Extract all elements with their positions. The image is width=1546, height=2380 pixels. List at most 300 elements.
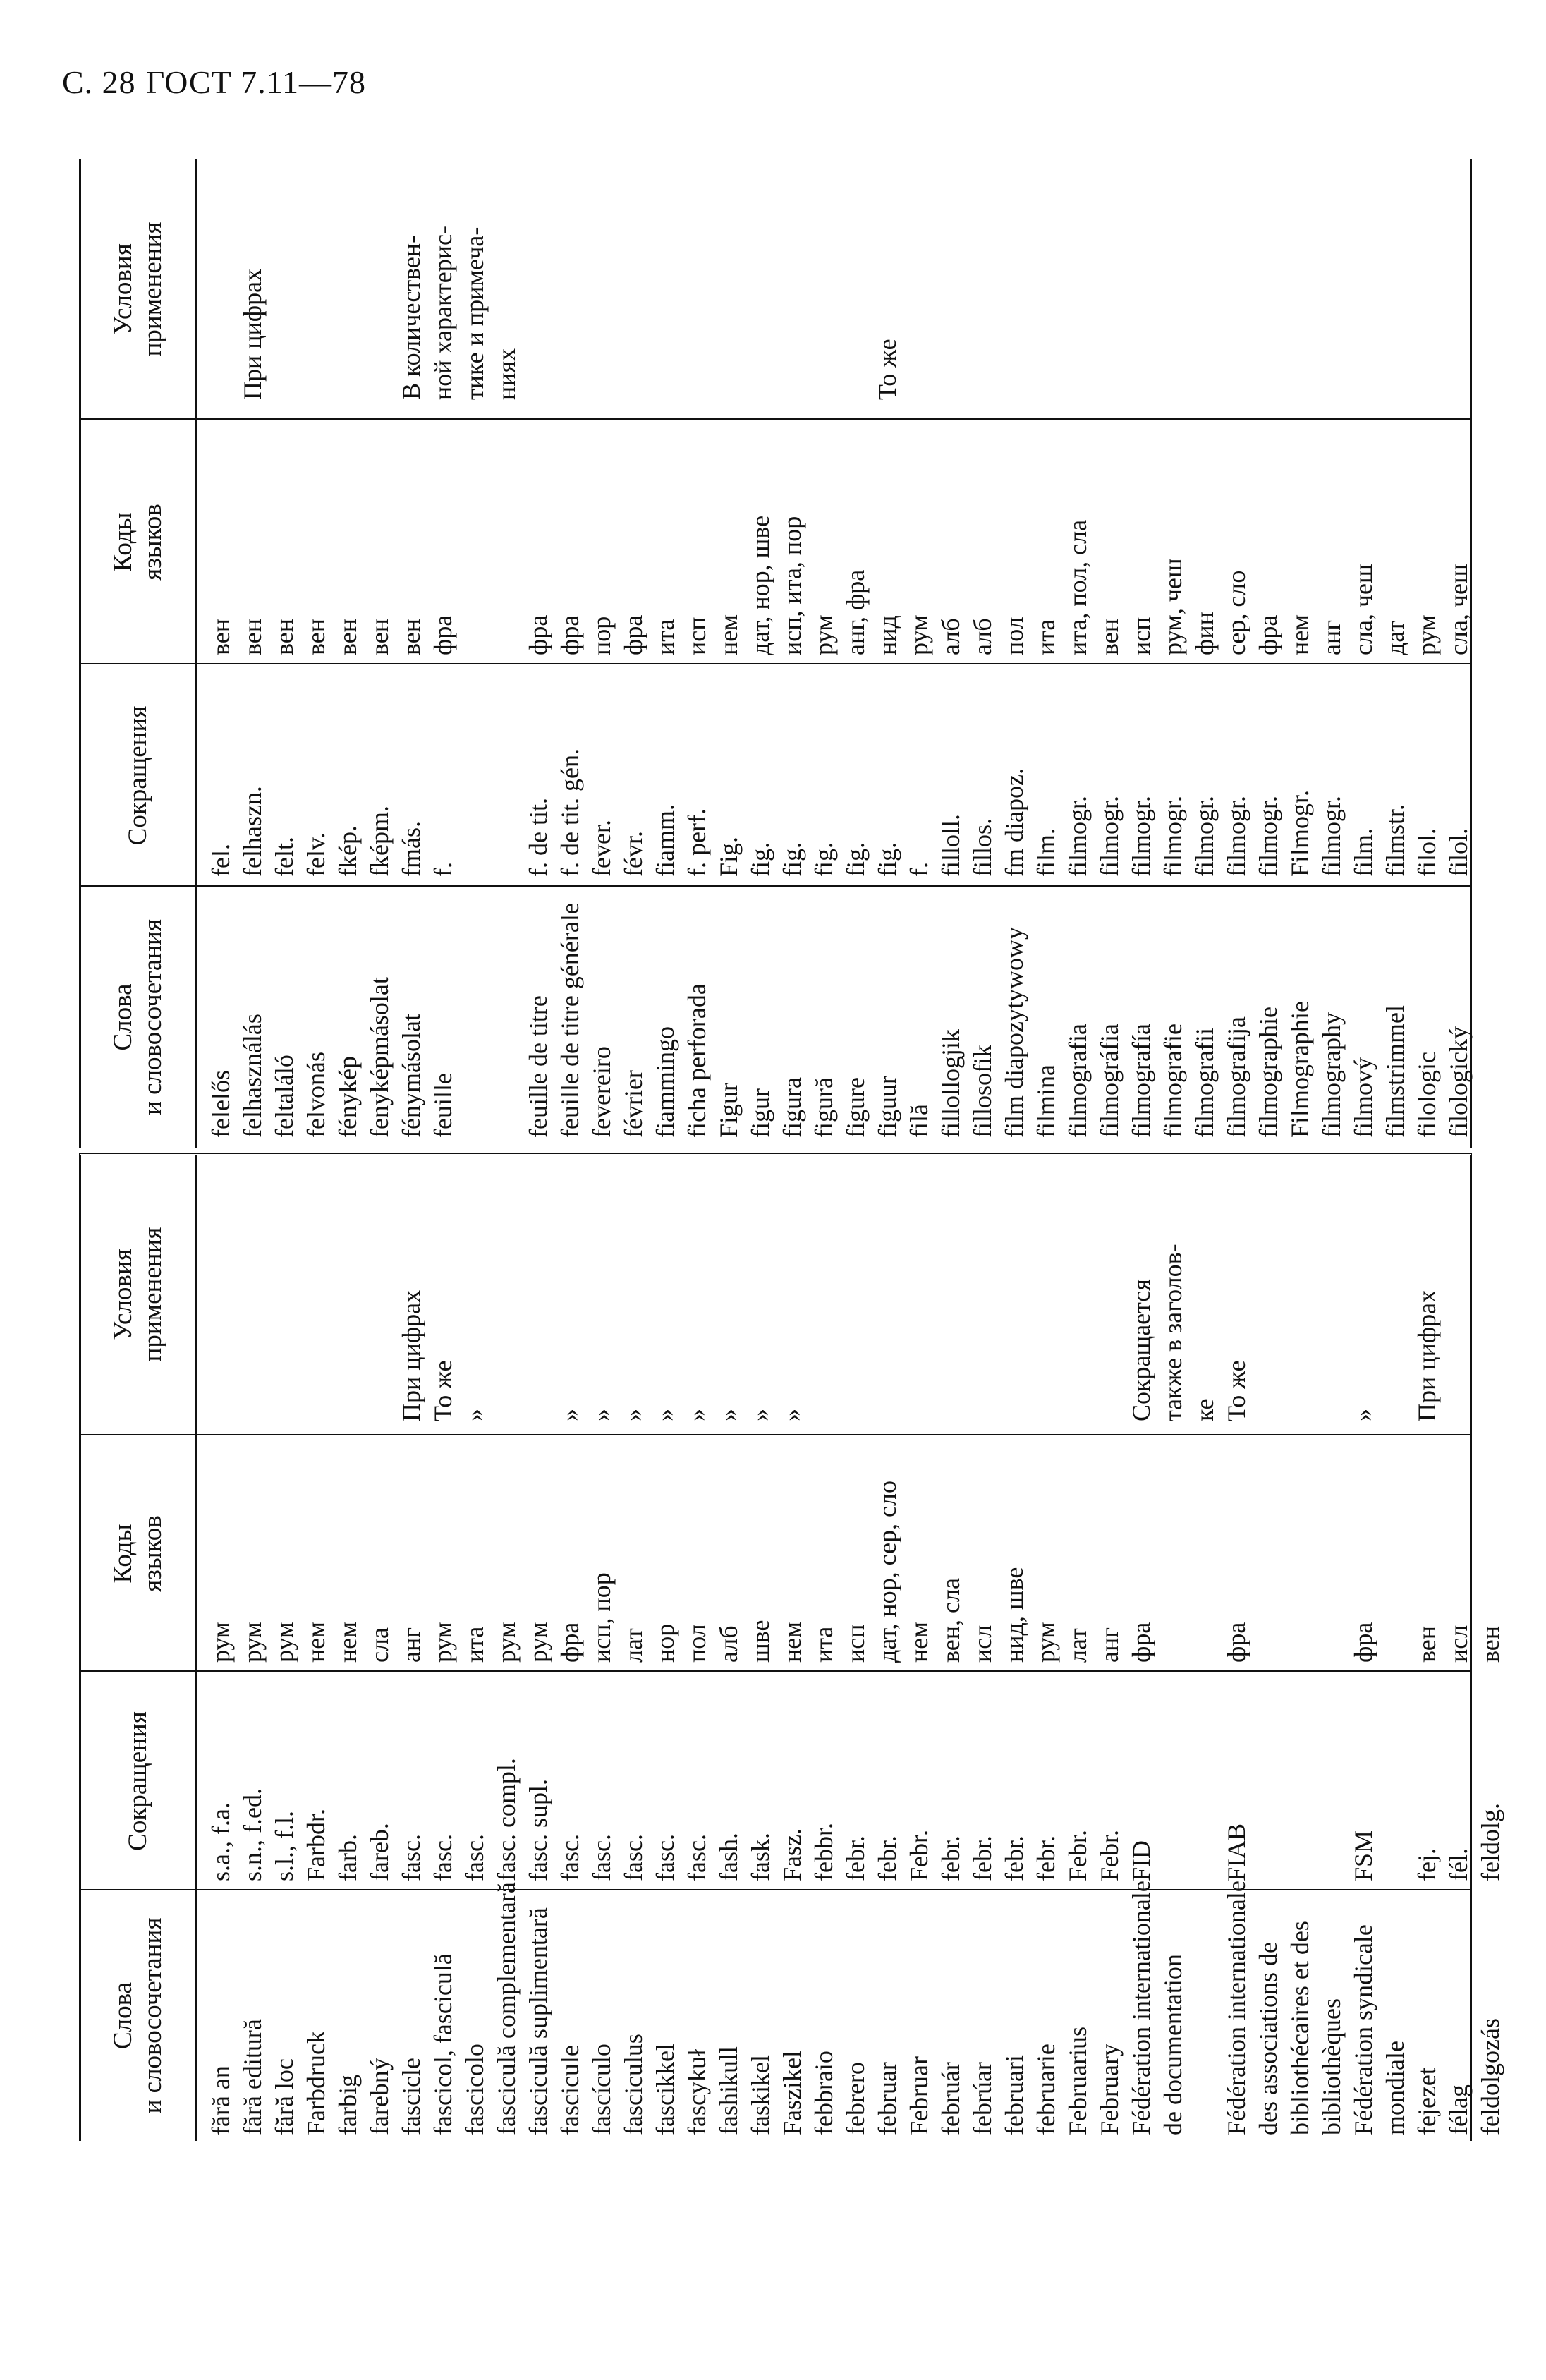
abbreviation-cell: fasc. [397,1834,425,1881]
table-row [586,159,618,1148]
word-cell: filmový [1349,1057,1377,1138]
abbreviation-cell: febr. [841,1835,870,1881]
language-code-cell: исп [841,1624,870,1663]
word-cell: film diapozytywowy [1000,927,1028,1138]
table-row [1475,1155,1507,2141]
language-code-cell: лат [619,1628,647,1663]
language-code-cell: вен [397,618,425,655]
word-cell: fevereiro [588,1046,616,1138]
table-row [300,159,332,1148]
language-code-cell: сла, чеш [1444,564,1473,655]
word-cell: Fédération syndicale [1349,1924,1377,2135]
abbreviation-cell: febr. [968,1835,997,1881]
word-cell: Februar [905,2056,933,2135]
word-cell: farbig [334,2075,362,2135]
table-row [777,159,808,1148]
word-cell: fără editură [238,2019,267,2135]
language-code-cell: вен [1095,618,1124,655]
condition-note: В количествен- ной характерис- тике и примеча- ниях [397,226,521,400]
language-code-cell: исл [968,1625,997,1663]
header-words: Слова и словосочетания [109,1917,167,2114]
abbreviation-cell: filmogr. [1127,796,1155,877]
abbreviation-cell: farb. [334,1834,362,1881]
abbreviation-cell: f. de tit. [524,798,552,877]
table-row [999,1155,1030,2141]
language-code-cell: анг [1095,1627,1124,1663]
language-code-cell: лат [1064,1628,1092,1663]
language-code-cell: пол [683,1624,711,1663]
abbreviation-cell: fél. [1444,1848,1473,1881]
word-cell: fasciculă complementară [492,1882,521,2135]
table-row [586,1155,618,2141]
table-row [808,1155,840,2141]
abbreviation-cell: fig. [778,842,806,877]
language-code-cell: нем [302,1621,330,1663]
abbreviation-cell: fever. [588,820,616,877]
word-cell: fascykuł [683,2049,711,2135]
word-cell: filologický [1444,1026,1473,1138]
word-cell: filmographie [1254,1007,1282,1138]
abbreviation-cell: f. [429,862,457,877]
table-row [523,1155,554,2141]
abbreviation-cell: filol. [1444,828,1473,877]
table-row [332,1155,364,2141]
word-cell: filmográfia [1095,1024,1124,1138]
table-row [935,159,967,1148]
abbreviation-cell: fasc. [651,1834,679,1881]
abbreviation-cell: fig. [841,842,870,877]
language-code-cell: рум [207,1622,235,1663]
language-code-cell: алб [937,618,965,655]
table-row [396,1155,427,2141]
abbreviation-cell: filmogr. [1317,796,1346,877]
left-table-rows [205,1155,1507,2141]
language-code-cell: алб [714,1625,743,1663]
header-abbr: Сокращения [123,1711,152,1851]
abbreviation-cell: Febr. [1064,1829,1092,1881]
condition-cell: » [683,1409,711,1421]
abbreviation-cell: fig. [746,842,774,877]
word-cell: fenyképmásolat [365,977,394,1138]
language-code-cell: анг, фра [841,569,870,655]
word-cell: fasciculus [619,2034,647,2135]
table-row [1157,1155,1189,2141]
language-code-cell: дат [1381,620,1409,655]
abbreviation-cell: fmás. [397,821,425,877]
table-row [618,159,650,1148]
language-code-cell: фра [1254,614,1282,655]
table-row [1062,159,1094,1148]
abbreviation-cell: filmogr. [1191,796,1219,877]
word-cell: fashikull [714,2046,743,2135]
language-code-cell: рум, чеш [1159,558,1187,655]
language-code-cell: сла [365,1627,394,1663]
word-cell: fénykép [334,1056,362,1138]
abbreviation-cell: filmogr. [1064,796,1092,877]
table-row [1094,159,1126,1148]
language-code-cell: шве [746,1620,774,1663]
language-code-cell: нид, шве [1000,1567,1028,1663]
word-cell: fillosofik [968,1045,997,1138]
table-row [745,159,777,1148]
abbreviation-cell: s.a., f.a. [207,1802,235,1881]
abbreviation-cell: févr. [619,831,647,877]
abbreviation-cell: filmogr. [1254,796,1282,877]
condition-cell: » [1349,1409,1377,1421]
word-cell: bibliothécaires et des [1286,1921,1314,2135]
left-table-header [81,1155,197,2141]
language-code-cell: анг [397,1627,425,1663]
abbreviation-cell: fig. [873,842,901,877]
word-cell: Farbdruck [302,2031,330,2135]
abbreviation-cell: FID [1127,1840,1155,1881]
language-code-cell: дат, нор, шве [746,515,774,655]
language-code-cell: нем [905,1621,933,1663]
word-cell: februarie [1032,2044,1060,2135]
table-row [1157,159,1189,1148]
table-row [1030,1155,1062,2141]
language-code-cell: рум [270,1622,298,1663]
word-cell: Fédération internationale [1127,1881,1155,2135]
table-row [364,1155,396,2141]
abbreviation-cell: filmogr. [1222,796,1250,877]
word-cell: filă [905,1104,933,1138]
abbreviation-cell: febbr. [810,1823,838,1881]
condition-cell: ке [1191,1398,1219,1421]
language-code-cell: ита [461,1626,489,1663]
table-row [1126,159,1157,1148]
table-row [903,1155,935,2141]
word-cell: February [1095,2044,1124,2135]
word-cell: filmografija [1222,1016,1250,1138]
abbreviation-cell: Fasz. [778,1828,806,1881]
table-row [967,1155,999,2141]
word-cell: filmografía [1127,1024,1155,1138]
language-code-cell: сла, чеш [1349,564,1377,655]
table-row [713,159,745,1148]
word-cell: felelős [207,1070,235,1138]
table-row [554,1155,586,2141]
word-cell: filologic [1413,1052,1441,1138]
header-cond: Условия применения [109,1227,167,1362]
word-cell: figure [841,1077,870,1138]
word-cell: febrero [841,2062,870,2135]
abbreviation-cell: febr. [937,1835,965,1881]
abbreviation-cell: s.n., f.ed. [238,1788,267,1881]
language-code-cell: ита [810,1626,838,1663]
abbreviation-cell: fasc. supl. [524,1779,552,1881]
abbreviation-cell: fasc. [683,1834,711,1881]
abbreviation-cell: fel. [207,844,235,877]
language-code-cell: рум [429,1622,457,1663]
abbreviation-cell: febr. [1032,1835,1060,1881]
language-code-cell: рум [1413,614,1441,655]
abbreviation-cell: filol. [1413,828,1441,877]
abbreviation-cell: filloll. [937,814,965,877]
abbreviation-cell: fask. [746,1833,774,1881]
table-row [935,1155,967,2141]
word-cell: Fédération internationale [1222,1881,1250,2135]
table-row [269,159,300,1148]
word-cell: február [937,2062,965,2135]
abbreviation-cell: filmogr. [1159,796,1187,877]
word-cell: fénymásolat [397,1014,425,1138]
word-cell: filmografii [1191,1028,1219,1138]
word-cell: des associations de [1254,1942,1282,2135]
word-cell: feuille de titre [524,995,552,1138]
language-code-cell: ита [1032,619,1060,655]
header-abbr: Сокращения [123,705,152,846]
language-code-cell: нем [714,614,743,655]
condition-cell: » [651,1409,679,1421]
language-code-cell: исп, пор [588,1572,616,1663]
table-row [872,159,903,1148]
abbreviation-cell: f. [905,862,933,877]
word-cell: febbraio [810,2051,838,2135]
abbreviation-cell: filmogr. [1095,796,1124,877]
abbreviation-cell: fasc. [556,1834,584,1881]
word-cell: ficha perforada [683,983,711,1138]
standard-number: ГОСТ 7.11—78 [145,64,366,100]
table-row [1316,159,1348,1148]
table-row [1411,1155,1443,2141]
abbreviation-cell: febr. [873,1835,901,1881]
word-cell: faskikel [746,2055,774,2135]
table-row [745,1155,777,2141]
table-row [1443,159,1475,1148]
language-code-cell: вен [1413,1625,1441,1663]
abbreviation-cell: filmstr. [1381,803,1409,877]
word-cell: fascicolo [461,2044,489,2135]
table-row [1126,1155,1157,2141]
table-row [777,1155,808,2141]
word-cell: felhasználás [238,1014,267,1138]
table-row [1348,159,1380,1148]
table-row [269,1155,300,2141]
condition-cell: То же [1222,1360,1250,1421]
header-words: Слова и словосочетания [109,919,167,1115]
language-code-cell: фра [556,614,584,655]
language-code-cell: вен [270,618,298,655]
table-row [1253,159,1284,1148]
language-code-cell: фра [1222,1622,1250,1663]
rotated-table-block [79,159,1504,2141]
table-row [840,159,872,1148]
table-row [650,1155,681,2141]
abbreviation-cell: Fig. [714,836,743,877]
language-code-cell: алб [968,618,997,655]
language-code-cell: фин [1191,612,1219,655]
language-code-cell: вен [365,618,394,655]
table-row [967,159,999,1148]
abbreviation-cell: fasc. compl. [492,1758,521,1881]
language-code-cell: исп, ита, пор [778,516,806,655]
word-cell: filmina [1032,1064,1060,1138]
language-code-cell: вен [302,618,330,655]
word-cell: fascicol, fasciculă [429,1953,457,2135]
word-cell: figur [746,1088,774,1138]
word-cell: fiammingo [651,1026,679,1138]
abbreviation-cell: fasc. [429,1834,457,1881]
word-cell: fără an [207,2065,235,2135]
abbreviation-cell: Febr. [905,1829,933,1881]
language-code-cell: нид [873,615,901,655]
language-code-cell: исп [683,617,711,655]
condition-cell: Сокращается [1127,1279,1155,1421]
abbreviation-cell: fasc. [461,1834,489,1881]
word-cell: filmografia [1064,1024,1092,1138]
table-row [1411,159,1443,1148]
word-cell: bibliothèques [1317,1998,1346,2135]
language-code-cell: нем [778,1621,806,1663]
table-row [999,159,1030,1148]
page-header [62,63,366,101]
language-code-cell: рум [238,1622,267,1663]
word-cell: Faszikel [778,2051,806,2135]
table-row [650,159,681,1148]
word-cell: februari [1000,2055,1028,2135]
word-cell: figură [810,1077,838,1138]
word-cell: feuille de titre générale [556,903,584,1138]
language-code-cell: вен [1476,1625,1504,1663]
language-code-cell: вен [207,618,235,655]
abbreviation-cell: f. de tit. gén. [556,748,584,877]
table-row [237,1155,269,2141]
table-row [1316,1155,1348,2141]
language-code-cell: нем [334,1621,362,1663]
word-cell: Februarius [1064,2027,1092,2135]
language-code-cell: пор [588,616,616,655]
language-code-cell: фра [1349,1622,1377,1663]
abbreviation-cell: f. perf. [683,808,711,877]
language-code-cell: вен [238,618,267,655]
header-codes: Коды языков [109,504,167,581]
table-row [1189,1155,1221,2141]
table-row [205,159,237,1148]
condition-note: При цифрах [238,268,267,400]
table-row [300,1155,332,2141]
language-code-cell: рум [492,1622,521,1663]
left-table [79,1153,1504,2141]
table-row [1284,1155,1316,2141]
abbreviation-cell: feldolg. [1476,1803,1504,1881]
table-row [459,1155,491,2141]
abbreviation-cell: fillos. [968,818,997,877]
word-cell: fără loc [270,2058,298,2135]
table-row [808,159,840,1148]
word-cell: fascicule [556,2045,584,2135]
word-cell: figura [778,1077,806,1138]
table-row [681,159,713,1148]
abbreviation-cell: fash. [714,1833,743,1881]
condition-cell: » [556,1409,584,1421]
language-code-cell: исп [1127,617,1155,655]
table-row [491,1155,523,2141]
abbreviation-cell: fasc. [619,1834,647,1881]
abbreviation-cell: Filmogr. [1286,789,1314,877]
table-row [1094,1155,1126,2141]
table-row [364,159,396,1148]
abbreviation-cell: Farbdr. [302,1809,330,1881]
table-row [1443,1155,1475,2141]
table-row [1348,1155,1380,2141]
language-code-cell: ита, пол, сла [1064,519,1092,655]
table-row [681,1155,713,2141]
abbreviation-cell: felt. [270,837,298,877]
word-cell: fascicle [397,2058,425,2135]
language-code-cell: нем [1286,614,1314,655]
word-cell: figuur [873,1076,901,1138]
abbreviation-cell: film. [1032,828,1060,877]
word-cell: filmstrimmel [1381,1005,1409,1138]
language-code-cell: ита [651,619,679,655]
language-code-cell: фра [1127,1622,1155,1663]
abbreviation-cell: fareb. [365,1823,394,1881]
language-code-cell: дат, нор, сер, сло [873,1481,901,1663]
condition-cell: То же [429,1360,457,1421]
word-cell: fillollogjik [937,1028,965,1138]
word-cell: fasciculă suplimentară [524,1907,552,2135]
language-code-cell: анг [1317,619,1346,655]
abbreviation-cell: Febr. [1095,1829,1124,1881]
language-code-cell: сер, сло [1222,570,1250,655]
abbreviation-cell: fiamm. [651,804,679,877]
word-cell: feuille [429,1073,457,1138]
word-cell: fascículo [588,2044,616,2135]
word-cell: februar [873,2062,901,2135]
abbreviation-cell: felhaszn. [238,786,267,877]
table-row [1030,159,1062,1148]
language-code-cell: рум [810,614,838,655]
abbreviation-cell: febr. [1000,1835,1028,1881]
table-row [1221,1155,1253,2141]
word-cell: filmografie [1159,1024,1187,1138]
language-code-cell: рум [905,614,933,655]
table-row [1284,159,1316,1148]
condition-cell: » [619,1409,647,1421]
language-code-cell: вен, сла [937,1578,965,1663]
word-cell: mondiale [1381,2041,1409,2135]
condition-cell: » [714,1409,743,1421]
condition-cell: » [778,1409,806,1421]
table-row [427,1155,459,2141]
abbreviation-cell: felv. [302,832,330,877]
language-code-cell: фра [524,614,552,655]
abbreviation-cell: film. [1349,828,1377,877]
table-row [332,159,364,1148]
table-row [1253,1155,1284,2141]
language-code-cell: рум [524,1622,552,1663]
condition-cell: » [746,1409,774,1421]
table-row [205,1155,237,2141]
abbreviation-cell: fasc. [588,1834,616,1881]
condition-cell: » [588,1409,616,1421]
table-row [1062,1155,1094,2141]
table-row [903,159,935,1148]
word-cell: felvonás [302,1052,330,1138]
word-cell: feltaláló [270,1055,298,1138]
right-table-header [81,159,197,1148]
word-cell: Filmographie [1286,1001,1314,1138]
word-cell: Figur [714,1082,743,1138]
abbreviation-cell: FIAB [1222,1823,1250,1881]
table-row [1380,1155,1411,2141]
word-cell: febrúar [968,2062,997,2135]
table-row [840,1155,872,2141]
header-codes: Коды языков [109,1515,167,1592]
language-code-cell: фра [619,614,647,655]
word-cell: fejezet [1413,2068,1441,2135]
